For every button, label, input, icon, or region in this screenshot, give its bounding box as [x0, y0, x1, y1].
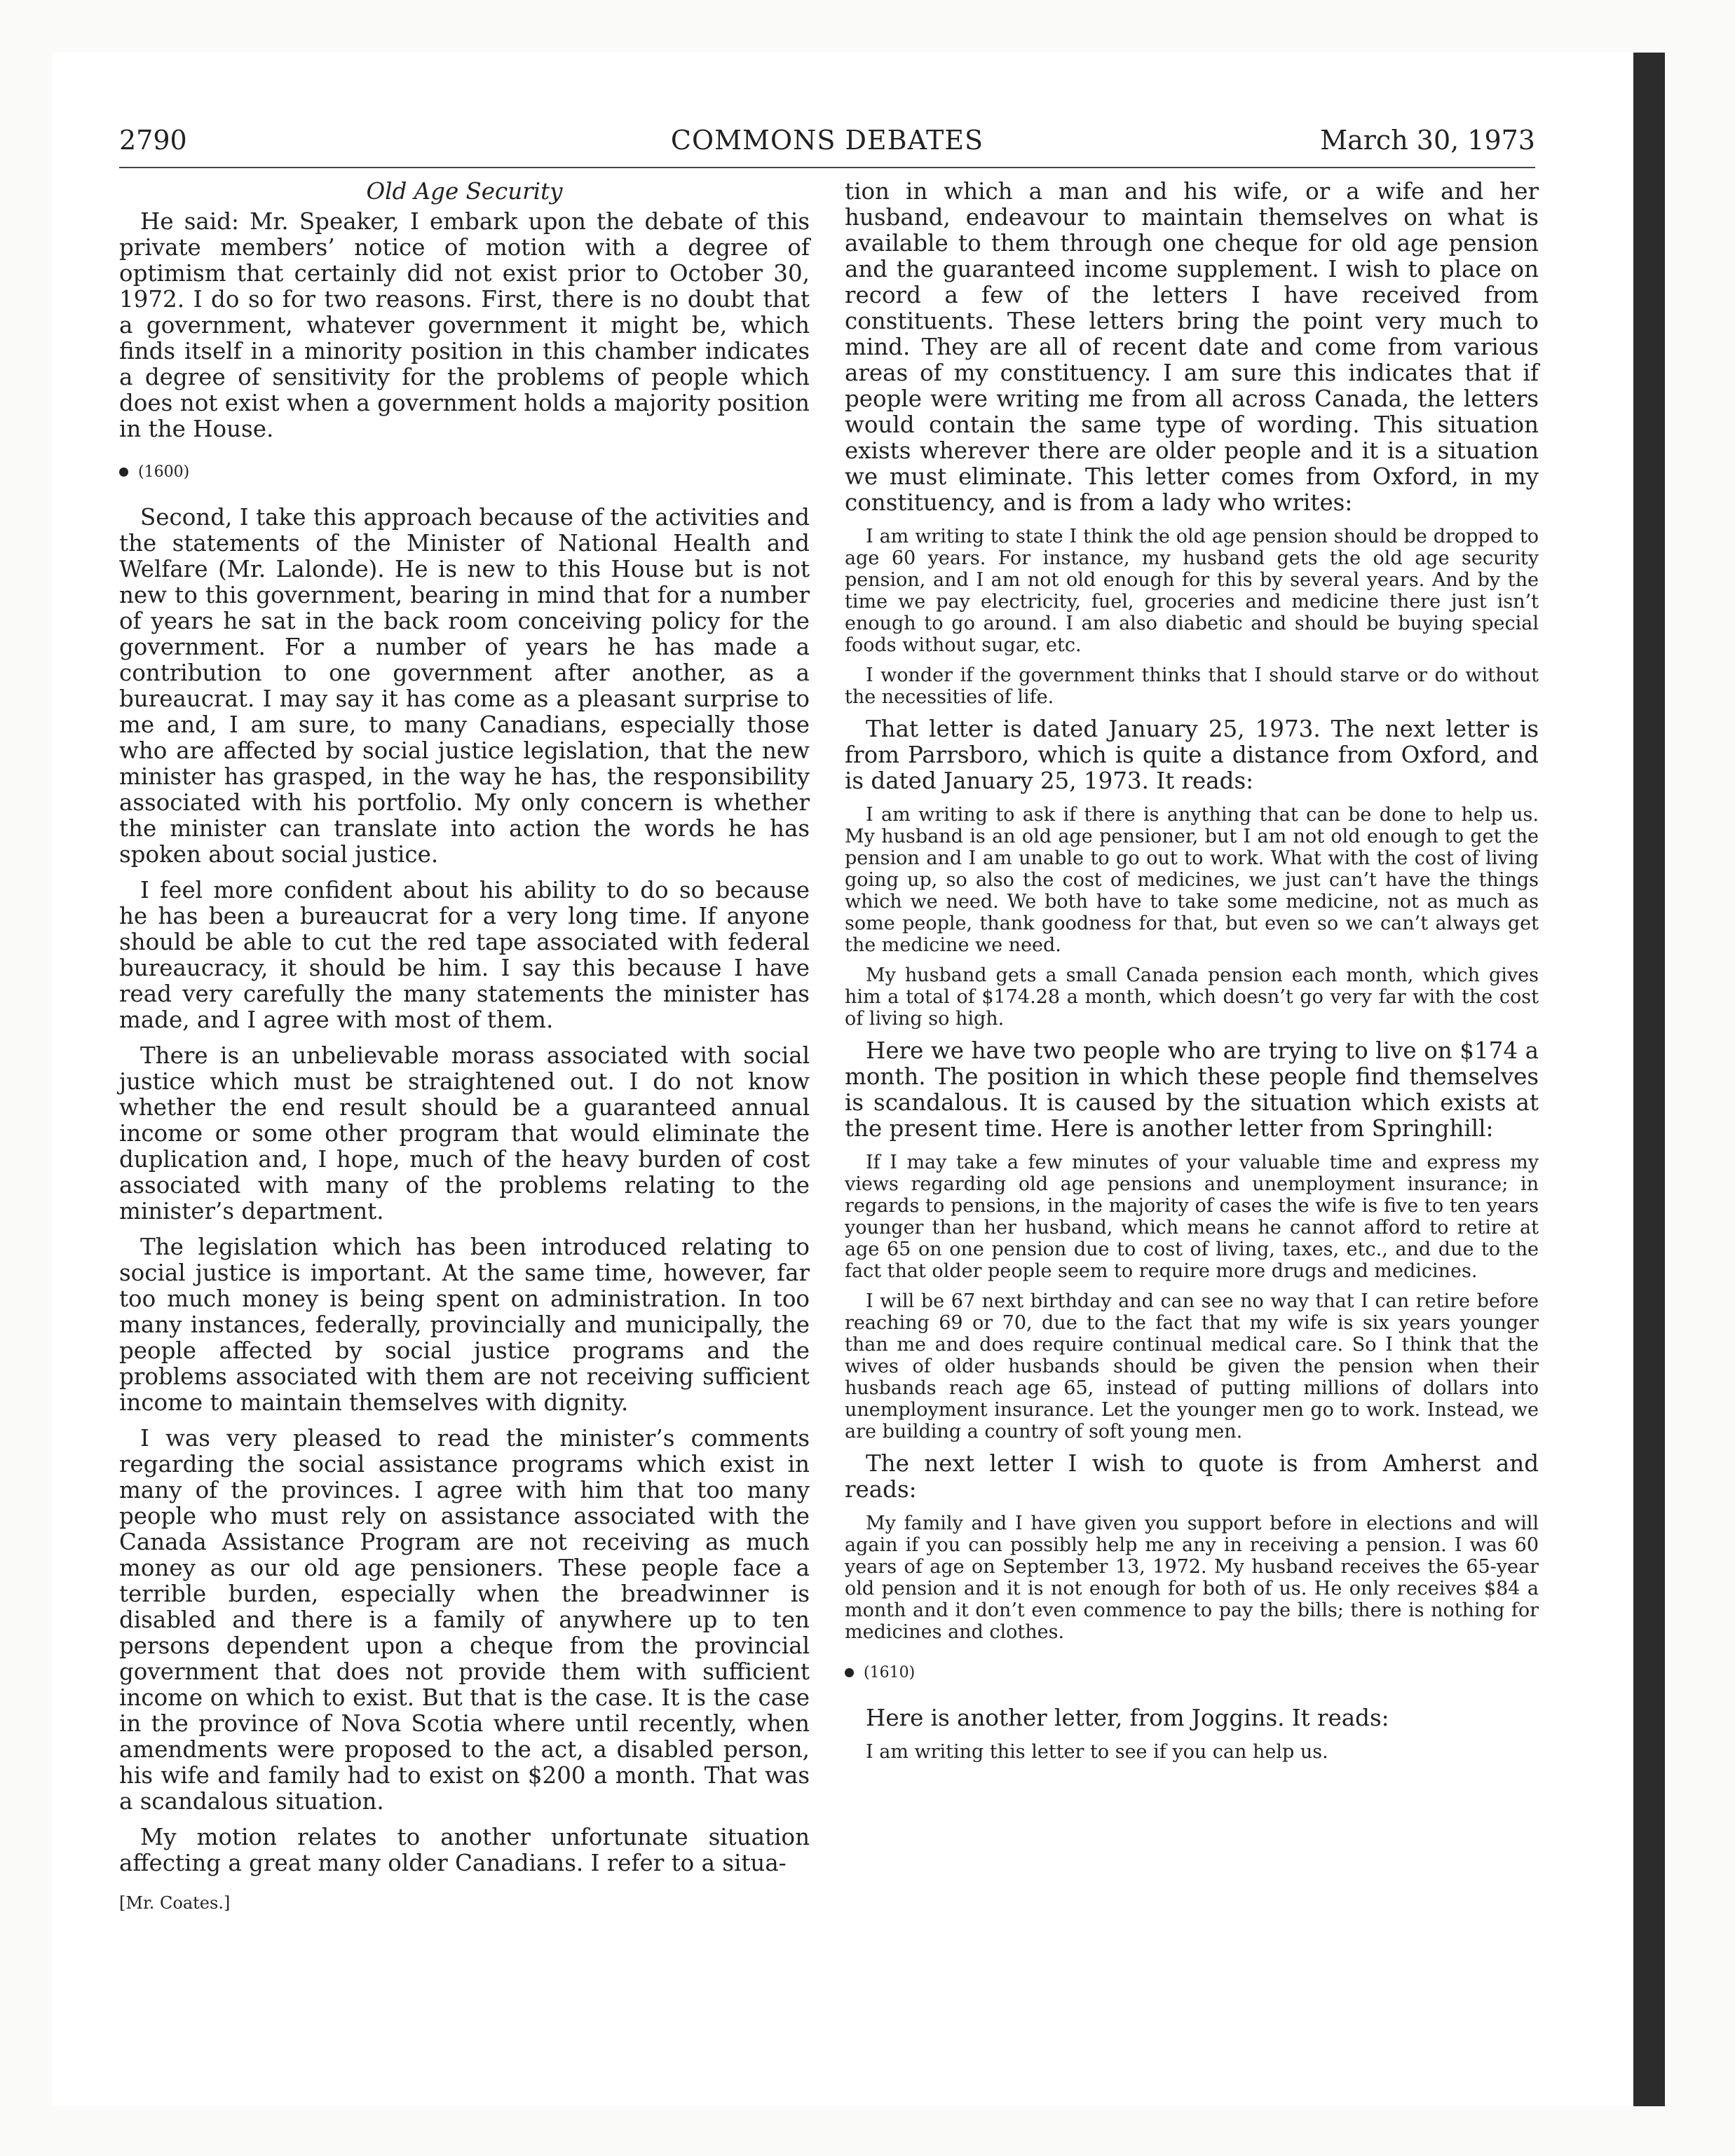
paragraph: The legislation which has been introduced relating to social justice is important. At the same time, however, far too much money is being spent on administration. In too many instances, federally, provincially and municipally, the people affected by social justice programs and the problems associated with them are not receiving sufficient income to maintain themselves with dignity.: [119, 1234, 810, 1416]
quoted-letter: My husband gets a small Canada pension each month, which gives him a total of $174.28 a month, which doesn’t go very far with the cost of living so high.: [845, 964, 1539, 1030]
paragraph: Second, I take this approach because of the activities and the statements of the Minister of National Health and Welfare (Mr. Lalonde). He is new to this House but is not new to this government, bearing in mind that for a number of years he sat in the back room conceiving policy for the government. For a number of years he has made a contribution to one government after another, as a bureaucrat. I may say it has come as a pleasant surprise to me and, I am sure, to many Canadians, especially those who are affected by social justice legislation, that the new minister has grasped, in the way he has, the responsibility associated with his portfolio. My only concern is whether the minister can translate into action the words he has spoken about social justice.: [119, 504, 810, 868]
scan-edge-bar: [1633, 53, 1665, 2106]
paragraph: That letter is dated January 25, 1973. The next letter is from Parrsboro, which is quite a distance from Oxford, and is dated January 25, 1973. It reads:: [845, 716, 1539, 794]
quoted-letter: If I may take a few minutes of your valuable time and express my views regarding old age pensions and unemployment insurance; in regards to pensions, in the majority of cases the wife is five to ten years younger than her husband, which means he cannot afford to retire at age 65 on one pension due to cost of living, taxes, etc., and due to the fact that older people seem to require more drugs and medicines.: [845, 1152, 1539, 1282]
page-header: [119, 125, 1535, 168]
time-marker-label: (1600): [138, 463, 190, 481]
quoted-letter: I am writing this letter to see if you can help us.: [866, 1741, 1328, 1763]
quoted-letter: I wonder if the government thinks that I should starve or do without the necessities of life.: [845, 664, 1539, 708]
section-title: Old Age Security: [366, 178, 563, 205]
paragraph: My motion relates to another unfortunate situation affecting a great many older Canadians. I refer to a situa-: [119, 1824, 810, 1876]
bullet-icon: [845, 1668, 854, 1677]
left-column: [119, 179, 810, 1916]
bullet-icon: [119, 468, 128, 477]
speaker-attribution: [Mr. Coates.]: [119, 1893, 231, 1913]
paragraph: I was very pleased to read the minister’s comments regarding the social assistance programs which exist in many of the provinces. I agree with him that too many people who must rely on assistance associated with the Canada Assistance Program are not receiving as much money as our old age pensioners. These people face a terrible burden, especially when the breadwinner is disabled and there is a family of anywhere up to ten persons dependent upon a cheque from the provincial government that does not provide them with sufficient income on which to exist. But that is the case. It is the case in the province of Nova Scotia where until recently, when amendments were proposed to the act, a disabled person, his wife and family had to exist on $200 a month. That was a scandalous situation.: [119, 1425, 810, 1815]
time-marker: [845, 1660, 1539, 1686]
paragraph: tion in which a man and his wife, or a wife and her husband, endeavour to maintain themselves on what is available to them through one cheque for old age pension and the guaranteed income supplement. I wish to place on record a few of the letters I have received from constituents. These letters bring the point very much to mind. They are all of recent date and come from various areas of my constituency. I am sure this indicates that if people were writing me from all across Canada, the letters would contain the same type of wording. This situation exists wherever there are older people and it is a situation we must eliminate. This letter comes from Oxford, in my constituency, and is from a lady who writes:: [845, 178, 1539, 516]
paragraph: He said: Mr. Speaker, I embark upon the debate of this private members’ notice of motion with a degree of optimism that certainly did not exist prior to October 30, 1972. I do so for two reasons. First, there is no doubt that a government, whatever government it might be, which finds itself in a minority position in this chamber indicates a degree of sensitivity for the problems of people which does not exist when a government holds a majority position in the House.: [119, 208, 810, 442]
time-marker-label: (1610): [864, 1664, 916, 1681]
page-number: 2790: [119, 125, 187, 156]
quoted-letter: I am writing to state I think the old age pension should be dropped to age 60 years. For instance, my husband gets the old age security pension, and I am not old enough for this by several years. And by the time we pay electricity, fuel, groceries and medicine there just isn’t enough to go around. I am also diabetic and should be buying special foods without sugar, etc.: [845, 526, 1539, 656]
paragraph: Here is another letter, from Joggins. It reads:: [866, 1705, 1389, 1731]
quoted-letter: My family and I have given you support before in elections and will again if you can possibly help me any in receiving a pension. I was 60 years of age on September 13, 1972. My husband receives the 65-year old pension and it is not enough for both of us. He only receives $84 a month and it don’t even commence to pay the bills; there is nothing for medicines and clothes.: [845, 1513, 1539, 1643]
publication-title: COMMONS DEBATES: [670, 125, 984, 156]
paragraph: There is an unbelievable morass associated with social justice which must be straightened out. I do not know whether the end result should be a guaranteed annual income or some other program that would eliminate the duplication and, I hope, much of the heavy burden of cost associated with many of the problems relating to the minister’s department.: [119, 1042, 810, 1224]
quoted-letter: I will be 67 next birthday and can see no way that I can retire before reaching 69 or 70, due to the fact that my wife is six years younger than me and does require continual medical care. So I think that the wives of older husbands should be given the pension when their husbands reach age 65, instead of putting millions of dollars into unemployment insurance. Let the younger men go to work. Instead, we are building a country of soft young men.: [845, 1290, 1539, 1442]
publication-date: March 30, 1973: [1320, 125, 1535, 156]
paragraph: I feel more confident about his ability to do so because he has been a bureaucrat for a very long time. If anyone should be able to cut the red tape associated with federal bureaucracy, it should be him. I say this because I have read very carefully the many statements the minister has made, and I agree with most of them.: [119, 877, 810, 1033]
quoted-letter: I am writing to ask if there is anything that can be done to help us. My husband is an old age pensioner, but I am not old enough to get the pension and I am unable to go out to work. What with the cost of living going up, so also the cost of medicines, we just can’t have the things which we need. We both have to take some medicine, not as much as some people, thank goodness for that, but even so we can’t always get the medicine we need.: [845, 804, 1539, 956]
right-column: [845, 179, 1539, 1771]
time-marker: [119, 459, 810, 485]
paragraph: Here we have two people who are trying to live on $174 a month. The position in which these people find themselves is scandalous. It is caused by the situation which exists at the present time. Here is another letter from Springhill:: [845, 1037, 1539, 1142]
paragraph: The next letter I wish to quote is from Amherst and reads:: [845, 1450, 1539, 1503]
